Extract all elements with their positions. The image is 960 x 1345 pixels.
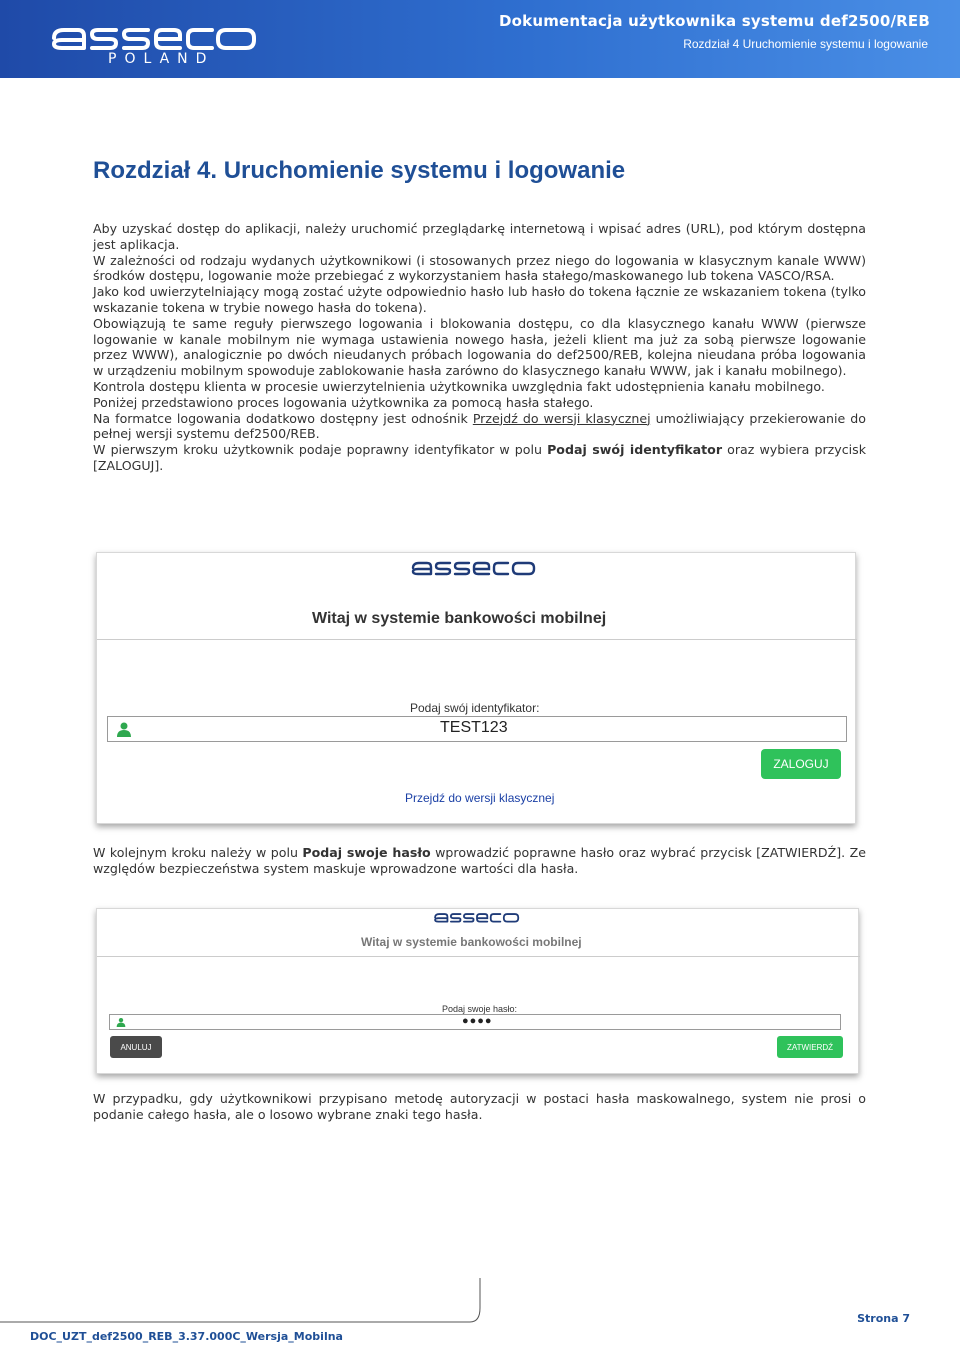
chapter-subtitle: Rozdział 4 Uruchomienie systemu i logowanie [683, 37, 928, 51]
asseco-poland-logo [50, 24, 260, 68]
paragraph: Kontrola dostępu klienta w procesie uwierzytelnienia użytkownika uwzględnia fakt udostępnienia kanału mobilnego. [93, 378, 825, 394]
user-icon [116, 721, 132, 737]
text-span: Na formatce logowania dodatkowo dostępny jest odnośnik [93, 410, 473, 426]
field-name-ref: Podaj swój identyfikator [547, 442, 723, 458]
asseco-wordmark [50, 24, 260, 52]
asseco-logo [433, 912, 521, 923]
classic-version-link-ref: Przejdź do wersji klasycznej [472, 410, 651, 426]
field-name-ref: Podaj swoje hasło [302, 845, 431, 860]
footer-document-id: DOC_UZT_def2500_REB_3.37.000C_Wersja_Mobilna [30, 1330, 343, 1343]
password-label: Podaj swoje hasło: [442, 1004, 518, 1014]
footer-page-number: Strona 7 [857, 1312, 910, 1325]
body-text [93, 1091, 866, 1123]
password-input[interactable] [109, 1014, 841, 1030]
paragraph: Poniżej przedstawiono proces logowania użytkownika za pomocą hasła stałego. [93, 394, 594, 410]
paragraph [93, 411, 866, 443]
paragraph: Jako kod uwierzytelniający mogą zostać użyte odpowiednio hasło lub hasło do tokena łącznie ze wskazaniem tokena (tylko wskazanie tokena w trybie nowego hasła do tokena). [93, 284, 866, 315]
paragraph: W przypadku, gdy użytkownikowi przypisano metodę autoryzacji w postaci hasła maskowalnego, system nie prosi o podanie całego hasła, ale o losowo wybrane znaki tego hasła. [93, 1091, 866, 1122]
text-span: W pierwszym kroku użytkownik podaje poprawny identyfikator w polu [93, 442, 548, 458]
login-identifier-screenshot [96, 552, 856, 824]
login-button[interactable]: ZALOGUJ [761, 749, 841, 779]
paragraph: W zależności od rodzaju wydanych użytkownikowi (i stosowanych przez niego do logowania w klasycznym kanale WWW) środków dostępu, logowanie może przebiegać z wykorzystaniem hasła stałego/maskowanego lub tokena VASCO/RSA. [93, 252, 866, 284]
header-banner [0, 0, 960, 78]
body-text [93, 221, 866, 474]
identifier-value: TEST123 [440, 719, 508, 736]
document-title: Dokumentacja użytkownika systemu def2500/REB [499, 12, 930, 30]
paragraph: Obowiązują te same reguły pierwszego logowania i blokowania dostępu, co dla klasycznego kanału WWW (pierwsze logowanie w kanale mobilnym nie wymaga ustawienia nowego hasła, jeżeli klient ma już za sobą pierwsze logowanie przez WWW), analogicznie po dwóch nieudanych próbach logowania do def2500/REB, kolejna nieudana próba logowania w urządzeniu mobilnym spowoduje zablokowanie hasła zarówno do klasycznego kanału WWW, jak i kanału mobilnego). [93, 315, 866, 379]
identifier-input[interactable] [107, 716, 847, 742]
logo-country-text: POLAND [108, 51, 215, 67]
paragraph: Aby uzyskać dostęp do aplikacji, należy uruchomić przeglądarkę internetową i wpisać adres (URL), pod którym dostępna jest aplikacja. [93, 221, 866, 252]
cancel-button[interactable]: ANULUJ [110, 1036, 162, 1058]
password-masked-value: ●●●● [462, 1015, 493, 1027]
password-screenshot [96, 908, 859, 1074]
chapter-title: Rozdział 4. Uruchomienie systemu i logowanie [93, 157, 626, 184]
text-span: W kolejnym kroku należy w polu [93, 845, 303, 860]
paragraph [93, 442, 866, 474]
classic-version-link[interactable]: Przejdź do wersji klasycznej [405, 791, 555, 805]
footer-divider [0, 1278, 960, 1338]
asseco-logo [410, 560, 538, 576]
paragraph [93, 845, 866, 877]
confirm-button[interactable]: ZATWIERDŹ [777, 1036, 843, 1058]
text-span: wprowadzić poprawne hasło oraz wybrać przycisk [ZATWIERDŹ]. Ze względów bezpieczeństwa system maskuje wprowadzone wartości dla hasła. [93, 845, 866, 876]
welcome-heading: Witaj w systemie bankowości mobilnej [97, 935, 860, 957]
text-span: oraz wybiera przycisk [ZALOGUJ]. [93, 442, 866, 473]
identifier-label: Podaj swój identyfikator: [410, 701, 540, 715]
welcome-heading: Witaj w systemie bankowości mobilnej [97, 610, 857, 640]
user-icon [116, 1017, 126, 1027]
body-text [93, 845, 866, 877]
text-span: umożliwiający przekierowanie do pełnej wersji systemu def2500/REB. [93, 410, 867, 442]
